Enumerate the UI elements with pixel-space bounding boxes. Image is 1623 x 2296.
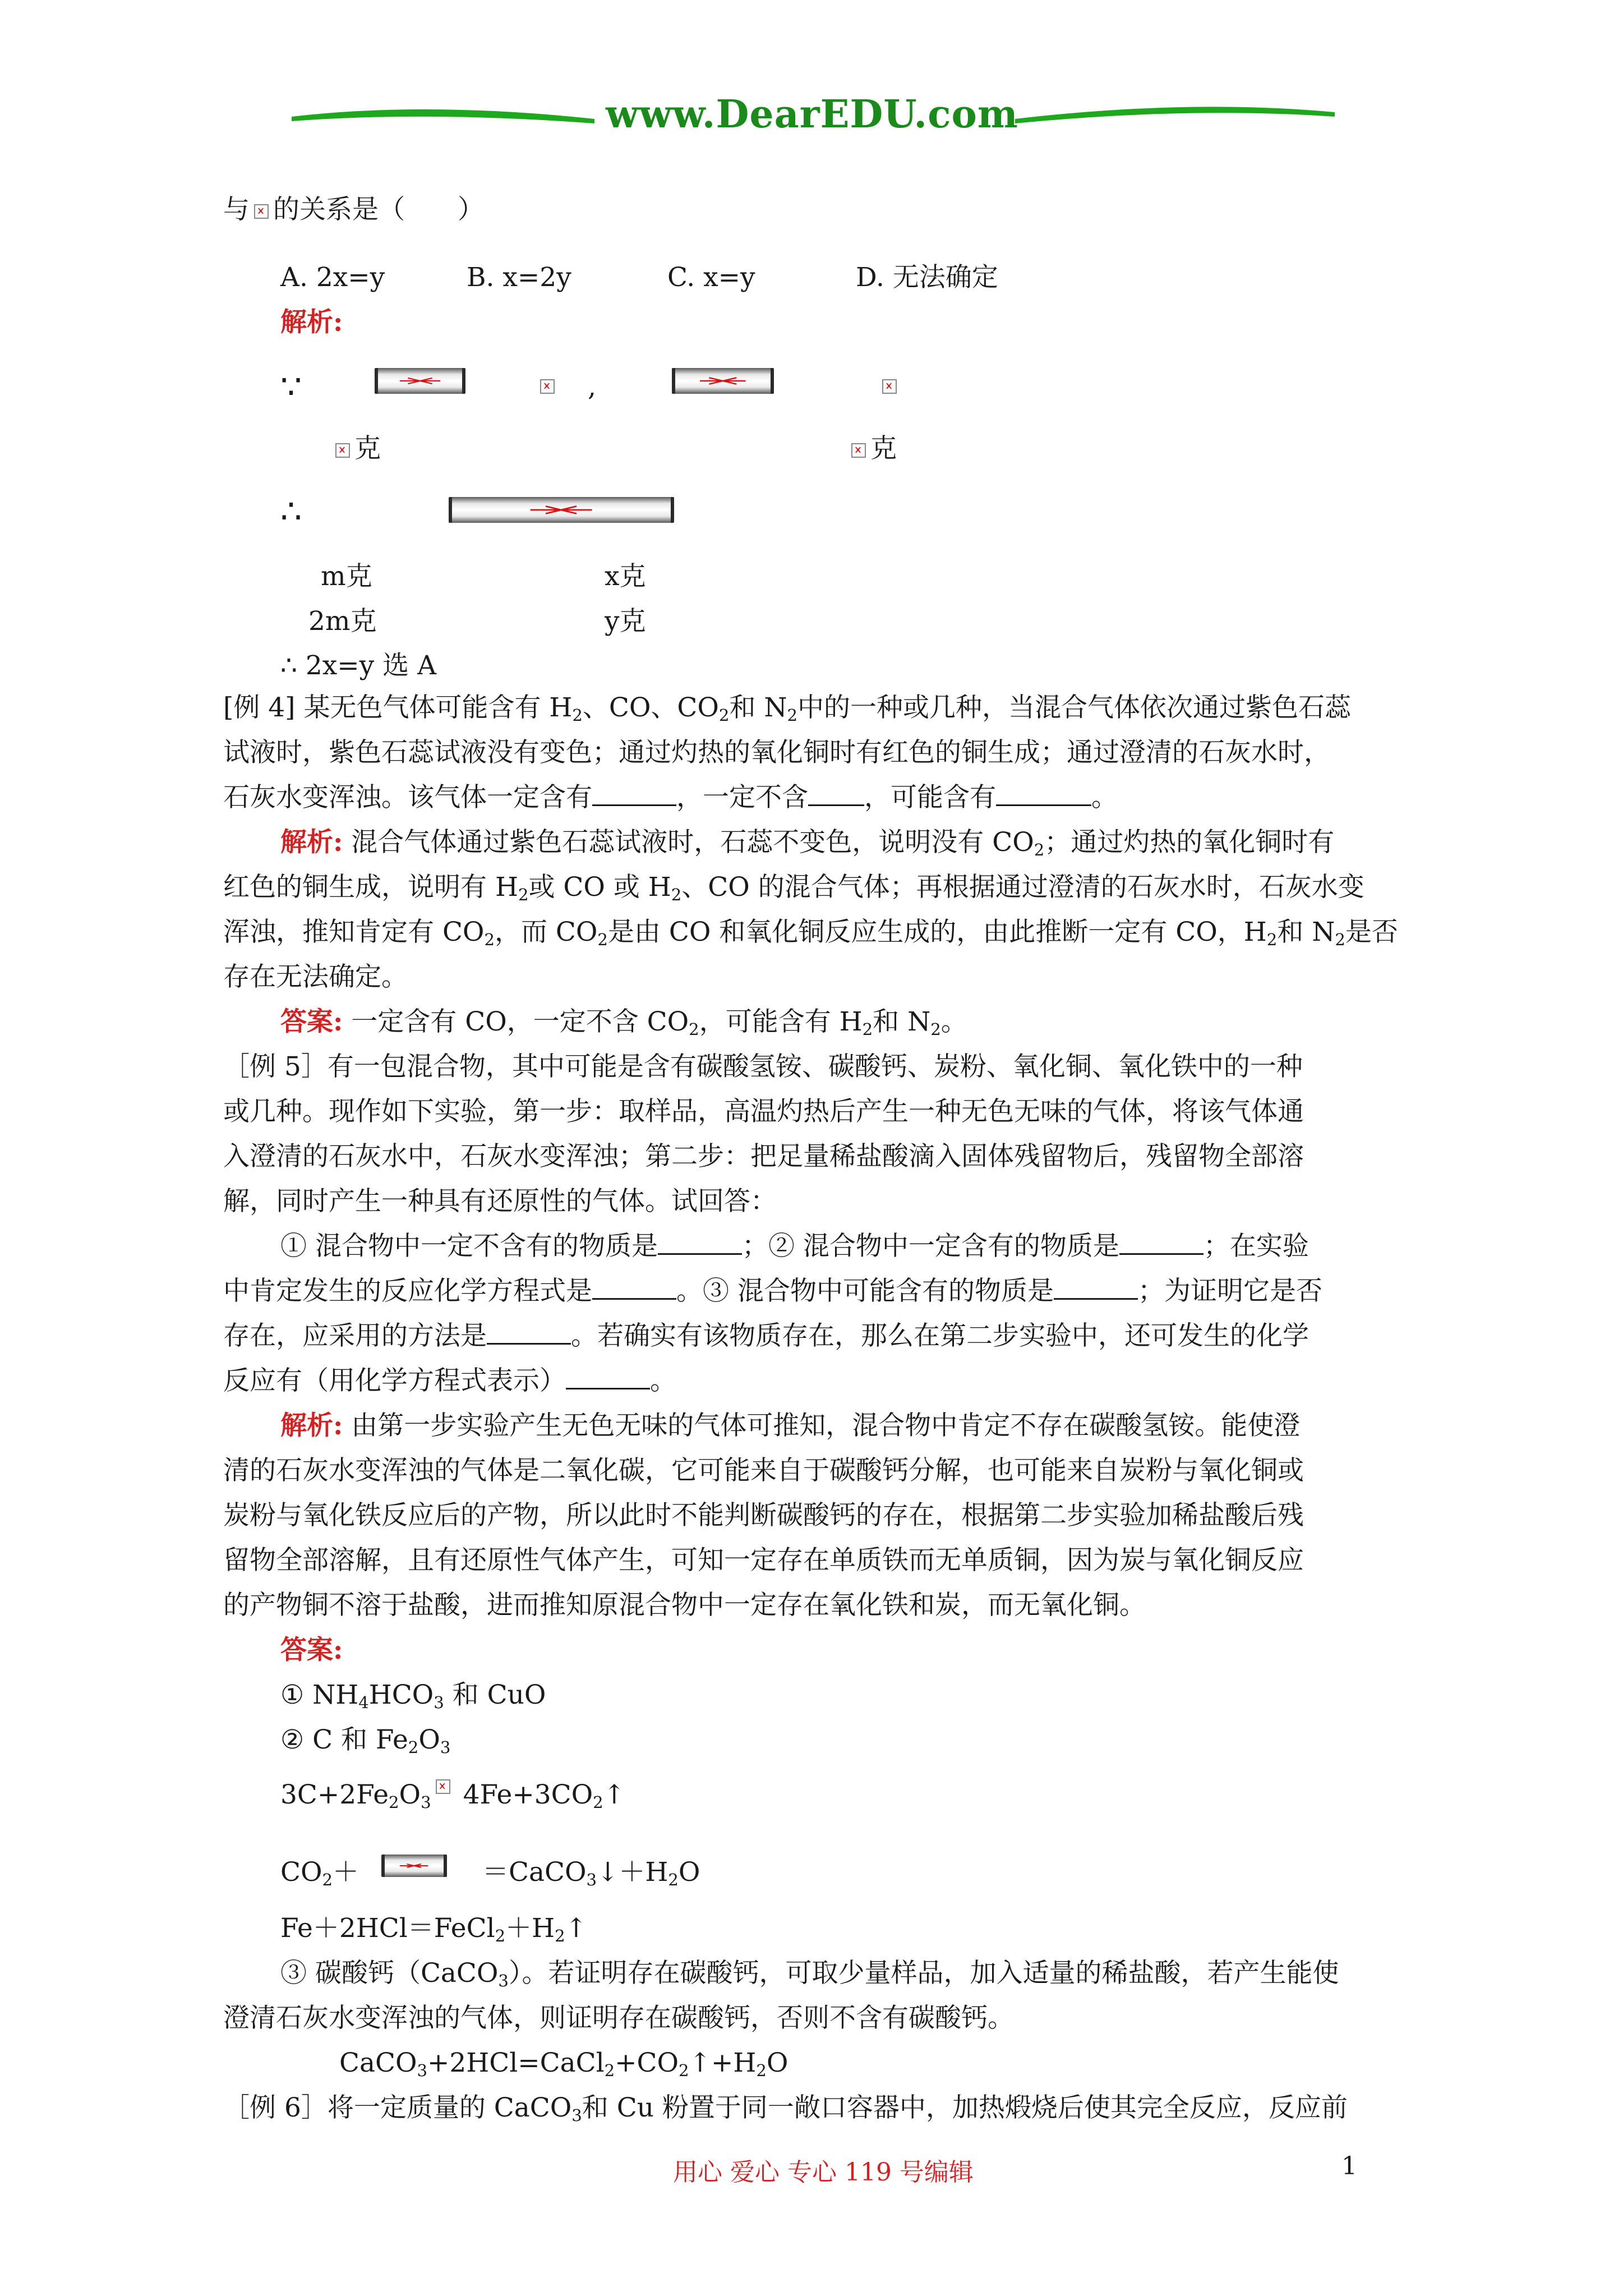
ex4-analysis-line-3: 浑浊，推知肯定有 $CO_2$，而 $CO_2$是由 CO 和氧化铜反应生成的，由此推断一定有 CO，$H_2$和 $N_2$是否 bbox=[223, 917, 1398, 950]
header bbox=[0, 84, 1623, 151]
ex4-answer: 答案: 一定含有 CO，一定不含 $CO_2$，可能含有 $H_2$和 $N_2$。 bbox=[280, 1006, 967, 1039]
2m-gram: 2m克 bbox=[308, 606, 377, 637]
ex4-line-1: [例 4] 某无色气体可能含有 $H_2$、CO、$CO_2$和 $N_2$中的一种或几种，当混合气体依次通过紫色石蕊 bbox=[223, 692, 1352, 725]
answer-1: ① $NH_4HCO_3$ 和 CuO bbox=[280, 1680, 546, 1713]
page-number: 1 bbox=[1341, 2152, 1357, 2180]
broken-image-icon bbox=[540, 379, 555, 394]
ex5-line-4: 解，同时产生一种具有还原性的气体。试回答： bbox=[223, 1186, 777, 1217]
ex4-analysis-line-4: 存在无法确定。 bbox=[223, 961, 408, 992]
therefore-symbol: ∴ bbox=[280, 492, 302, 531]
ex5-line-2: 或几种。现作如下实验，第一步：取样品，高温灼热后产生一种无色无味的气体，将该气体通 bbox=[223, 1096, 1304, 1127]
ex5-analysis-line-4: 留物全部溶解，且有还原性气体产生，可知一定存在单质铁而无单质铜，因为炭与氧化铜反应 bbox=[223, 1545, 1304, 1576]
equation-2: $CO_2+$ bbox=[280, 1857, 359, 1890]
because-symbol: ∵ bbox=[280, 367, 302, 407]
equation-1: $3C+2Fe_2O_3$ $4Fe+3CO_2↑$ bbox=[280, 1779, 626, 1812]
ex5-analysis-line-5: 的产物铜不溶于盐酸，进而推知原混合物中一定存在氧化铁和炭，而无氧化铜。 bbox=[223, 1590, 1146, 1621]
answer-2: ② C 和 $Fe_2O_3$ bbox=[280, 1724, 451, 1757]
conclusion: ∴ 2x=y 选 A bbox=[280, 650, 437, 681]
ex4-analysis-line-2: 红色的铜生成，说明有 $H_2$或 CO 或 $H_2$、CO 的混合气体；再根据通过澄清的石灰水时，石灰水变 bbox=[223, 872, 1364, 905]
formula-image bbox=[381, 1855, 447, 1877]
ex5-line-3: 入澄清的石灰水中，石灰水变浑浊；第二步：把足量稀盐酸滴入固体残留物后，残留物全部溶 bbox=[223, 1141, 1304, 1172]
x-gram: x克 bbox=[605, 561, 646, 592]
ex5-analysis-line-3: 炭粉与氧化铁反应后的产物，所以此时不能判断碳酸钙的存在，根据第二步实验加稀盐酸后残 bbox=[223, 1500, 1304, 1531]
m-gram: m克 bbox=[321, 561, 372, 592]
equation-3: $Fe+2HCl=FeCl_2+H_2↑$ bbox=[280, 1913, 588, 1946]
ex4-line-3: 石灰水变浑浊。该气体一定含有 ，一定不含 ，可能含有 。 bbox=[223, 782, 1118, 813]
broken-image-icon bbox=[851, 443, 866, 458]
formula-image bbox=[375, 368, 465, 394]
comma: , bbox=[588, 371, 596, 402]
broken-image-icon bbox=[882, 379, 897, 394]
ex4-line-2: 试液时，紫色石蕊试液没有变色；通过灼热的氧化铜时有红色的铜生成；通过澄清的石灰水时， bbox=[223, 737, 1330, 768]
ex6-line-1: ［例 6］将一定质量的 CaCO$_3$和 Cu 粉置于同一敞口容器中，加热煅烧后使其完全反应，反应前 bbox=[223, 2092, 1348, 2125]
ex5-question-4: 反应有（用化学方程式表示） 。 bbox=[223, 1365, 676, 1396]
intro-line: 与 的关系是（ ） bbox=[223, 194, 484, 225]
site-name[interactable]: www.DearEDU.com bbox=[606, 92, 1018, 137]
ex5-question-3: 存在，应采用的方法是 。若确实有该物质存在，那么在第二步实验中，还可发生的化学 bbox=[223, 1320, 1309, 1351]
broken-image-icon bbox=[436, 1779, 450, 1794]
mass-label-1: 克 bbox=[331, 426, 381, 471]
answer-3-line-1: ③ 碳酸钙（CaCO$_3$）。若证明存在碳酸钙，可取少量样品，加入适量的稀盐酸，若产生能使 bbox=[280, 1958, 1339, 1991]
broken-image-icon bbox=[335, 443, 350, 458]
ex5-analysis-line-1: 解析: 由第一步实验产生无色无味的气体可推知，混合物中肯定不存在碳酸氢铵。能使澄 bbox=[280, 1410, 1301, 1441]
mass-label-2: 克 bbox=[847, 426, 897, 471]
ex5-analysis-line-2: 清的石灰水变浑浊的气体是二氧化碳，它可能来自于碳酸钙分解，也可能来自炭粉与氧化铜或 bbox=[223, 1455, 1304, 1486]
answer-3-line-2: 澄清石灰水变浑浊的气体，则证明存在碳酸钙，否则不含有碳酸钙。 bbox=[223, 2003, 1014, 2033]
broken-image-icon bbox=[254, 204, 269, 219]
option-a: A. 2x=y bbox=[280, 262, 385, 293]
option-c: C. x=y bbox=[667, 262, 755, 293]
ex4-analysis-line-1: 解析: 混合气体通过紫色石蕊试液时，石蕊不变色，说明没有 $CO_2$；通过灼热的氧化铜时有 bbox=[280, 827, 1335, 860]
equation-4: $CaCO_3+2HCl=CaCl_2+CO_2↑+H_2O$ bbox=[339, 2047, 789, 2081]
formula-image bbox=[449, 497, 674, 523]
footer-text: 用心 爱心 专心 119 号编辑 bbox=[673, 2158, 974, 2187]
option-d: D. 无法确定 bbox=[856, 262, 998, 293]
y-gram: y克 bbox=[605, 606, 646, 637]
ex5-question-1: ① 混合物中一定不含有的物质是 ；② 混合物中一定含有的物质是 ；在实验 bbox=[280, 1231, 1309, 1262]
ex5-line-1: ［例 5］有一包混合物，其中可能是含有碳酸氢铵、碳酸钙、炭粉、氧化铜、氧化铁中的一种 bbox=[223, 1051, 1303, 1082]
equation-2-right: $=CaCO_3↓+H_2O$ bbox=[482, 1857, 700, 1890]
analysis-label: 解析: bbox=[280, 307, 343, 338]
formula-image bbox=[672, 368, 774, 394]
ex5-answer-label: 答案: bbox=[280, 1635, 343, 1665]
ex5-question-2: 中肯定发生的反应化学方程式是 。③ 混合物中可能含有的物质是 ；为证明它是否 bbox=[223, 1276, 1322, 1306]
option-b: B. x=2y bbox=[467, 262, 571, 293]
